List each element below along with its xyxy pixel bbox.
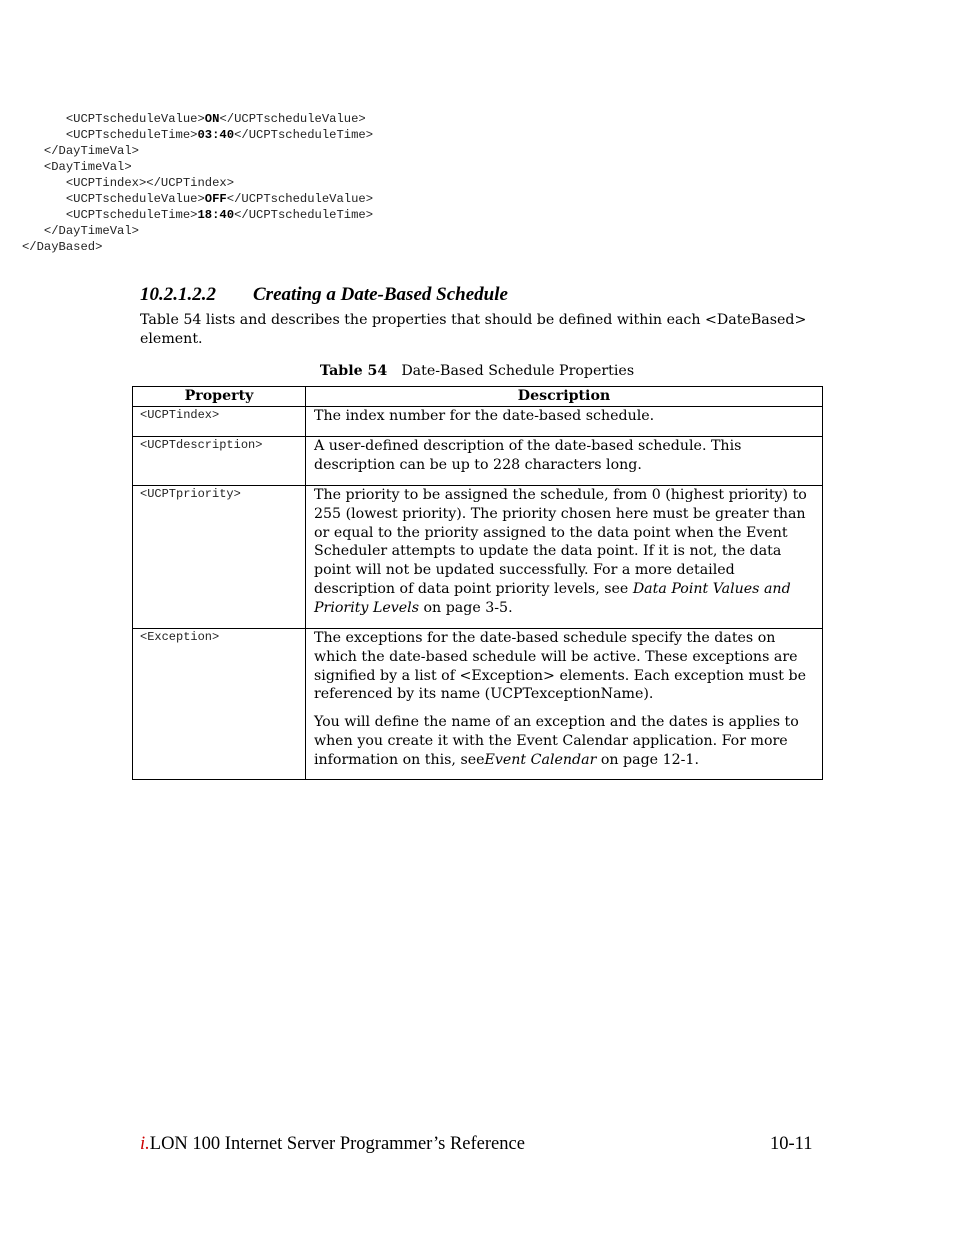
property-cell: <UCPTpriority> [133,486,306,629]
cross-reference[interactable]: Data Point Values and Priority Levels [314,580,791,616]
table-row [133,486,823,629]
property-cell: <UCPTindex> [133,407,306,437]
description-cell [306,407,823,437]
code-line: <DayTimeVal> [43,160,132,174]
xml-code-listing [0,111,373,255]
table-header-row [133,387,823,407]
page-number: 10-11 [770,1134,813,1154]
footer-title: i.LON 100 Internet Server Programmer’s Reference [140,1134,525,1154]
description-text: A user-defined description of the date-based schedule. This description can be up to 228 characters long. [314,438,742,473]
property-cell: <Exception> [133,629,306,780]
code-line: <UCPTscheduleValue>OFF</UCPTscheduleValue> [65,192,374,206]
intro-paragraph: Table 54 lists and describes the properties that should be defined within each <DateBased> element. [140,312,807,347]
properties-table [132,386,823,780]
section-number: 10.2.1.2.2 [140,284,216,305]
cross-reference[interactable]: Event Calendar [484,751,597,768]
section-heading [140,284,508,306]
property-cell: <UCPTdescription> [133,437,306,486]
code-line: </DayTimeVal> [43,224,139,238]
code-line: </DayBased> [21,240,103,254]
header-property: Property [133,387,306,407]
description-text: The exceptions for the date-based schedule specify the dates on which the date-based schedule will be active. These exceptions are signified by a list of <Exception> elements. Each exception must be referenced by its name (UCPTexceptionName). [314,630,806,703]
description-text: The priority to be assigned the schedule, from 0 (highest priority) to 255 (lowest priority). The priority chosen here must be greater than or equal to the priority assigned to the data point when the Event Scheduler attempts to update the data point. If it is not, the data point will not be updated successfully. For a more detailed description of data point priority levels, see Data Point Values and Priority Levels on page 3-5. [314,487,807,616]
table-row [133,629,823,780]
code-line: <UCPTscheduleTime>03:40</UCPTscheduleTime> [65,128,374,142]
table-row [133,407,823,437]
footer-brand-prefix: i. [140,1134,150,1154]
table-caption-text: Date-Based Schedule Properties [401,363,635,379]
description-text: The index number for the date-based schedule. [314,408,655,424]
table-caption [0,363,954,379]
code-line: <UCPTscheduleTime>18:40</UCPTscheduleTime> [65,208,374,222]
description-text: You will define the name of an exception and the dates is applies to when you create it with the Event Calendar application. For more information on this, seeEvent Calendar on page 12-1. [314,714,799,768]
table-row [133,437,823,486]
header-description: Description [306,387,823,407]
section-title: Creating a Date-Based Schedule [253,284,508,305]
code-line: <UCPTindex></UCPTindex> [65,176,235,190]
description-cell [306,629,823,780]
code-line: </DayTimeVal> [43,144,139,158]
description-cell [306,486,823,629]
table-caption-label: Table 54 [319,363,388,379]
description-cell [306,437,823,486]
code-line: <UCPTscheduleValue>ON</UCPTscheduleValue> [65,112,366,126]
